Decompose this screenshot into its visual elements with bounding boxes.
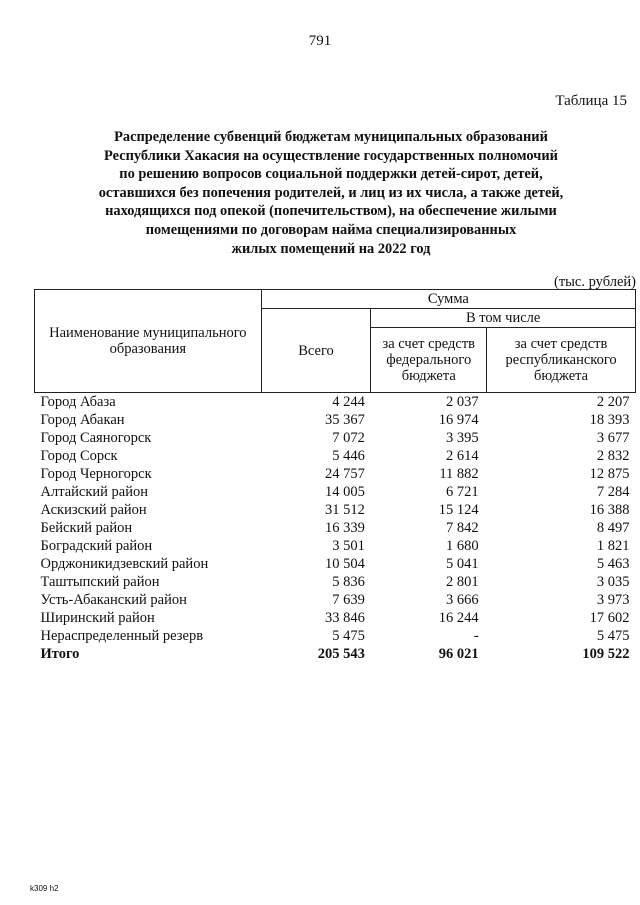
page-number: 791 [308, 33, 332, 49]
header-name: Наименование муниципального образования [35, 290, 262, 393]
row-name: Город Саяногорск [40, 430, 152, 446]
row-name: Город Сорск [40, 448, 118, 464]
row-name: Аскизский район [40, 502, 147, 518]
row-total: 7 639 [332, 592, 365, 608]
title-line: Распределение субвенций бюджетам муниципальных образований [114, 129, 548, 145]
table-row [35, 429, 636, 447]
row-federal: 1 680 [446, 538, 479, 554]
table-row [35, 501, 636, 519]
row-republic: 12 875 [589, 466, 630, 482]
row-total: 5 836 [332, 574, 365, 590]
table-row [35, 591, 636, 609]
title-line: жилых помещений на 2022 год [231, 240, 431, 257]
row-federal: 3 666 [446, 592, 479, 608]
header-federal: за счет средств федерального бюджета [371, 328, 487, 393]
table-row [35, 573, 636, 591]
row-total: 3 501 [332, 538, 365, 554]
subvention-table [34, 289, 636, 663]
row-republic: 3 677 [596, 430, 630, 446]
header-sum: Сумма [261, 290, 635, 309]
total-label: Итого [40, 646, 80, 662]
row-federal: 6 721 [446, 484, 479, 500]
footer-code: k309 h2 [30, 884, 59, 893]
row-name: Боградский район [40, 538, 153, 554]
row-name: Ширинский район [40, 610, 155, 626]
header-republic: за счет средств республиканского бюджета [487, 328, 636, 393]
row-total: 10 504 [324, 556, 365, 572]
row-name: Усть-Абаканский район [40, 592, 187, 608]
row-total: 5 446 [332, 448, 365, 464]
row-republic: 1 821 [596, 538, 630, 554]
row-federal: 2 801 [446, 574, 479, 590]
row-name: Бейский район [40, 520, 133, 536]
row-total: 14 005 [324, 484, 365, 500]
row-republic: 5 475 [596, 628, 630, 644]
table-row [35, 393, 636, 412]
title-line: Республики Хакасия на осуществление государственных полномочий [104, 147, 558, 164]
row-republic: 7 284 [596, 484, 630, 500]
row-total: 16 339 [324, 520, 365, 536]
row-total: 5 475 [332, 628, 365, 644]
row-republic: 3 973 [596, 592, 630, 608]
row-republic: 17 602 [589, 610, 630, 626]
table-row [35, 609, 636, 627]
row-name: Орджоникидзевский район [40, 556, 209, 572]
row-federal: 7 842 [446, 520, 479, 536]
title-line: помещениями по договорам найма специализированных [145, 221, 517, 238]
row-federal: 11 882 [439, 466, 479, 482]
units-label: (тыс. рублей) [554, 274, 636, 290]
total-sum: 205 543 [317, 646, 365, 662]
row-republic: 18 393 [589, 412, 630, 428]
row-republic: 16 388 [589, 502, 630, 518]
row-federal: 2 037 [446, 394, 479, 410]
row-republic: 2 832 [596, 448, 630, 464]
total-federal: 96 021 [438, 646, 479, 662]
row-name: Город Абакан [40, 412, 125, 428]
table-row [35, 555, 636, 573]
document-title [40, 128, 622, 258]
row-republic: 8 497 [596, 520, 630, 536]
row-total: 33 846 [324, 610, 365, 626]
row-republic: 5 463 [596, 556, 630, 572]
row-total: 4 244 [332, 394, 365, 410]
title-line: находящихся под опекой (попечительством), на обеспечение жилыми [105, 203, 557, 220]
row-total: 35 367 [324, 412, 365, 428]
table-row [35, 465, 636, 483]
row-federal: 16 244 [438, 610, 479, 626]
row-name: Город Абаза [40, 394, 116, 410]
title-line: по решению вопросов социальной поддержки детей-сирот, детей, [119, 166, 543, 183]
table-row [35, 627, 636, 645]
table-body [35, 393, 636, 664]
table-row [35, 411, 636, 429]
row-name: Нераспределенный резерв [40, 628, 204, 644]
title-line: оставшихся без попечения родителей, и лиц из их числа, а также детей, [98, 184, 564, 201]
total-row [35, 645, 636, 663]
header-including: В том числе [371, 309, 636, 328]
row-republic: 3 035 [596, 574, 630, 590]
row-federal: 16 974 [438, 412, 479, 428]
row-total: 7 072 [332, 430, 365, 446]
row-federal: 15 124 [438, 502, 479, 518]
table-row [35, 537, 636, 555]
row-federal: 2 614 [446, 448, 479, 464]
total-republic: 109 522 [582, 646, 630, 662]
table-row [35, 483, 636, 501]
table-row [35, 519, 636, 537]
table-label: Таблица 15 [555, 93, 627, 109]
row-federal: - [473, 628, 479, 644]
row-name: Город Черногорск [40, 466, 152, 482]
row-name: Алтайский район [40, 484, 148, 500]
header-total: Всего [261, 309, 371, 393]
row-total: 31 512 [324, 502, 365, 518]
table-row [35, 447, 636, 465]
row-total: 24 757 [324, 466, 365, 482]
row-name: Таштыпский район [40, 574, 160, 590]
row-republic: 2 207 [596, 394, 630, 410]
row-federal: 3 395 [446, 430, 479, 446]
row-federal: 5 041 [446, 556, 479, 572]
